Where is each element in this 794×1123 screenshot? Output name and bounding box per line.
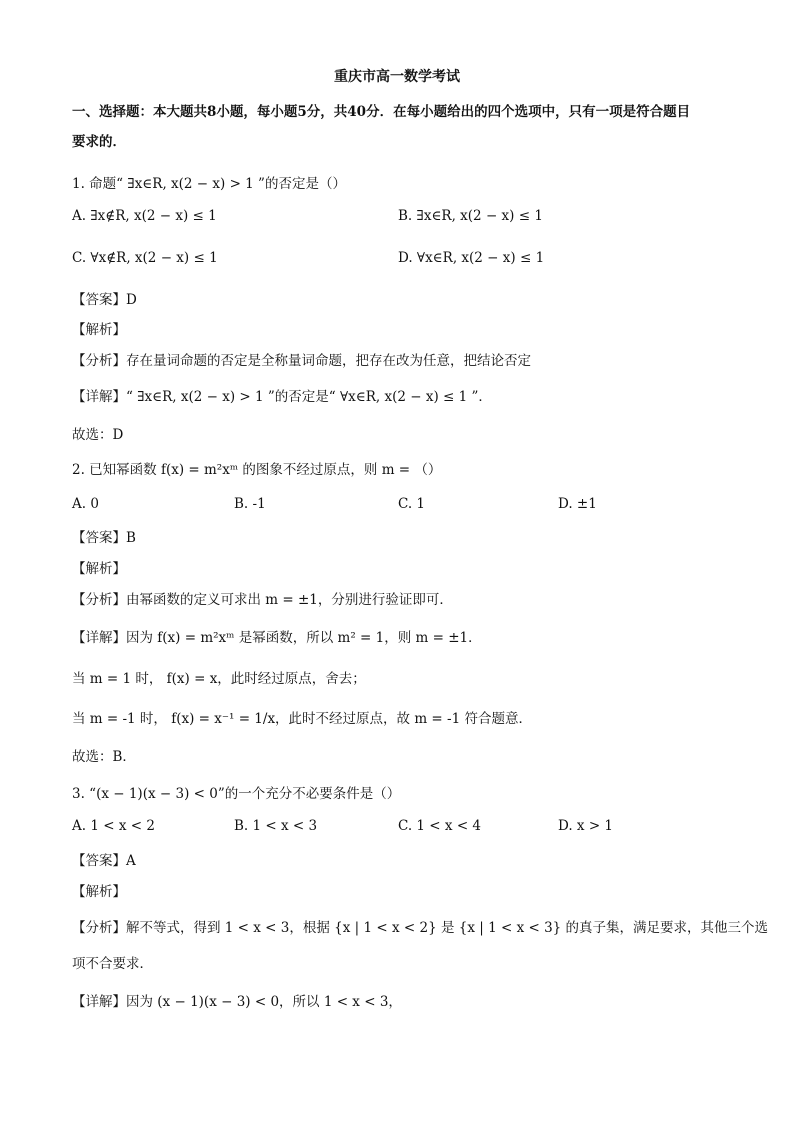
q3-stem: 3. “(x − 1)(x − 3) < 0”的一个充分不必要条件是（） xyxy=(72,786,401,802)
section-header-line1: 一、选择题：本大题共8小题，每小题5分，共40分．在每小题给出的四个选项中，只有一项是符合题目 xyxy=(72,104,691,120)
q1-jiexi: 【解析】 xyxy=(72,322,126,338)
q2-answer: 【答案】B xyxy=(72,530,136,546)
q2-xiangjie: 【详解】因为 f(x) = m²xᵐ 是幂函数，所以 m² = 1，则 m = ±1． xyxy=(72,630,482,646)
q3-xiangjie: 【详解】因为 (x − 1)(x − 3) < 0，所以 1 < x < 3， xyxy=(72,994,402,1010)
q1-option-b: B. ∃x∈R, x(2 − x) ≤ 1 xyxy=(398,208,543,224)
q3-fenxi-line2: 项不合要求． xyxy=(72,956,153,972)
q2-jiexi: 【解析】 xyxy=(72,561,126,577)
page-title: 重庆市高一数学考试 xyxy=(334,69,460,85)
q1-guxuan: 故选：D xyxy=(72,427,124,443)
q1-option-d: D. ∀x∈R, x(2 − x) ≤ 1 xyxy=(398,250,545,266)
q1-answer: 【答案】D xyxy=(72,292,137,308)
q2-case1: 当 m = 1 时， f(x) = x，此时经过原点，舍去； xyxy=(72,671,366,687)
q1-xiangjie: 【详解】“ ∃x∈R, x(2 − x) > 1 ”的否定是“ ∀x∈R, x(2 − x) ≤ 1 ”． xyxy=(72,389,492,405)
q1-fenxi: 【分析】存在量词命题的否定是全称量词命题，把存在改为任意，把结论否定 xyxy=(72,353,531,369)
q2-case2: 当 m = -1 时， f(x) = x⁻¹ = 1/x，此时不经过原点，故 m = -1 符合题意． xyxy=(72,711,532,727)
q2-option-c: C. 1 xyxy=(398,496,426,512)
q3-answer: 【答案】A xyxy=(72,853,136,869)
q3-option-b: B. 1 < x < 3 xyxy=(234,818,318,834)
q2-option-a: A. 0 xyxy=(72,496,99,512)
section-header-line2: 要求的． xyxy=(72,134,126,150)
q3-option-d: D. x > 1 xyxy=(558,818,614,834)
q2-fenxi: 【分析】由幂函数的定义可求出 m = ±1，分别进行验证即可． xyxy=(72,592,453,608)
q1-option-c: C. ∀x∉R, x(2 − x) ≤ 1 xyxy=(72,250,218,266)
q3-option-c: C. 1 < x < 4 xyxy=(398,818,482,834)
q2-option-d: D. ±1 xyxy=(558,496,597,512)
q3-option-a: A. 1 < x < 2 xyxy=(72,818,155,834)
q2-option-b: B. -1 xyxy=(234,496,266,512)
q3-fenxi-line1: 【分析】解不等式，得到 1 < x < 3，根据 {x | 1 < x < 2} 是 {x | 1 < x < 3} 的真子集，满足要求，其他三个选 xyxy=(72,920,769,936)
q1-option-a: A. ∃x∉R, x(2 − x) ≤ 1 xyxy=(72,208,217,224)
q2-stem: 2. 已知幂函数 f(x) = m²xᵐ 的图象不经过原点，则 m = （） xyxy=(72,462,442,478)
q1-stem: 1. 命题“ ∃x∈R, x(2 − x) > 1 ”的否定是（） xyxy=(72,176,346,192)
q3-jiexi: 【解析】 xyxy=(72,884,126,900)
q2-guxuan: 故选：B． xyxy=(72,749,136,765)
